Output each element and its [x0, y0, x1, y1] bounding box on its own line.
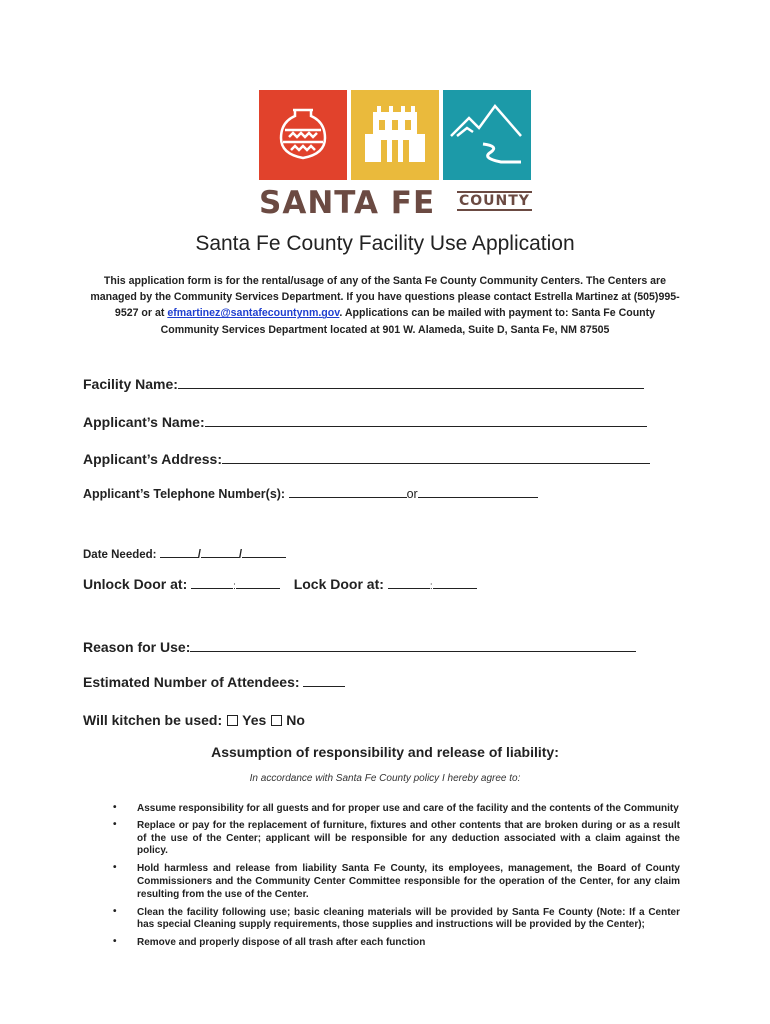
unlock-hour-input[interactable]	[191, 575, 233, 589]
attendees-label: Estimated Number of Attendees:	[83, 674, 300, 690]
applicant-name-input[interactable]	[205, 413, 647, 427]
list-item	[110, 803, 680, 816]
liability-subheading: In accordance with Santa Fe County policy I hereby agree to:	[249, 773, 521, 784]
time-separator: :	[429, 581, 433, 592]
facility-name-label: Facility Name:	[83, 376, 178, 392]
liability-list	[110, 803, 680, 950]
logo-wordmark-main: SANTA FE	[259, 185, 436, 221]
facility-name-input[interactable]	[178, 375, 644, 389]
bullet-icon: •	[113, 818, 117, 830]
reason-label: Reason for Use:	[83, 639, 191, 655]
logo-wordmark-sub: COUNTY	[459, 193, 530, 209]
mountain-river-icon	[443, 90, 531, 180]
date-month-input[interactable]	[160, 544, 198, 558]
list-item-text: Clean the facility following use; basic cleaning materials will be provided by Santa Fe County (Note: If a Center has special Cleaning supply requirements, those supplies and instructions will be provided by the Center);	[137, 906, 680, 931]
logo-wordmark	[259, 187, 531, 221]
telephone-label: Applicant’s Telephone Number(s):	[83, 487, 286, 501]
telephone-input-1[interactable]	[289, 484, 407, 498]
applicant-name-field	[83, 413, 647, 430]
facility-name-field	[83, 375, 644, 392]
list-item	[110, 820, 680, 858]
adobe-building-icon	[351, 90, 439, 180]
list-item-text: Remove and properly dispose of all trash after each function	[137, 937, 426, 949]
date-needed-field	[83, 544, 286, 561]
intro-text-before: This application form is for the rental/usage of any of the Santa Fe County Community Centers. The Centers are managed by the Community Services Department. If you have questions please contact Estrella Martinez at (505)995-9527 or at	[90, 275, 680, 320]
bullet-icon: •	[113, 905, 117, 917]
lock-hour-input[interactable]	[388, 575, 430, 589]
applicant-address-input[interactable]	[222, 450, 650, 464]
bullet-icon: •	[113, 936, 117, 948]
bullet-icon: •	[113, 802, 117, 813]
page-title: Santa Fe County Facility Use Application	[195, 232, 575, 255]
applicant-name-label: Applicant’s Name:	[83, 414, 205, 430]
lock-door-label: Lock Door at:	[293, 576, 384, 592]
list-item-text: Hold harmless and release from liability Santa Fe County, its employees, management, the Board of County Commissioners and the Community Center Committee responsible for the operation of the Center, for any claim resulting from the use of the Center.	[137, 863, 680, 900]
list-item-text: Replace or pay for the replacement of furniture, fixtures and other contents that are broken during or as a result of the use of the Center; applicant will be responsible for any deduction associated with a claim against the policy.	[137, 819, 680, 857]
intro-text-after: . Applications can be mailed with payment to: Santa Fe County Community Services Department located at 901 W. Alameda, Suite D, Santa Fe, NM 87505	[160, 307, 656, 336]
kitchen-yes-label: Yes	[242, 712, 267, 728]
list-item	[110, 907, 680, 933]
reason-field	[83, 638, 636, 655]
liability-heading: Assumption of responsibility and release of liability:	[211, 744, 559, 760]
date-day-input[interactable]	[201, 544, 239, 558]
date-separator: /	[238, 549, 243, 561]
kitchen-yes-checkbox[interactable]	[227, 715, 238, 726]
kitchen-no-checkbox[interactable]	[271, 715, 282, 726]
time-separator: :	[233, 581, 236, 592]
applicant-address-label: Applicant’s Address:	[83, 451, 222, 467]
list-item-text: Assume responsibility for all guests and for proper use and care of the facility and the contents of the Community	[137, 803, 679, 814]
telephone-field	[83, 484, 538, 501]
applicant-address-field	[83, 450, 650, 467]
list-item	[110, 937, 680, 950]
kitchen-no-label: No	[286, 712, 305, 728]
date-needed-label: Date Needed:	[83, 549, 157, 561]
bullet-icon: •	[113, 862, 117, 874]
attendees-field	[83, 673, 345, 690]
contact-email-link[interactable]: efmartinez@santafecountynm.gov	[167, 307, 340, 320]
door-times-field	[83, 575, 477, 592]
lock-minute-input[interactable]	[433, 575, 477, 589]
kitchen-field	[83, 712, 305, 728]
pottery-icon	[259, 90, 347, 180]
unlock-door-label: Unlock Door at:	[83, 576, 188, 592]
list-item	[110, 863, 680, 901]
intro-paragraph	[90, 273, 680, 338]
kitchen-label: Will kitchen be used:	[83, 712, 223, 728]
date-year-input[interactable]	[242, 544, 286, 558]
date-separator: /	[197, 549, 201, 561]
unlock-minute-input[interactable]	[236, 575, 280, 589]
santa-fe-county-logo	[259, 90, 531, 222]
attendees-input[interactable]	[303, 673, 345, 687]
telephone-or: or	[406, 487, 418, 501]
reason-input[interactable]	[190, 638, 636, 652]
telephone-input-2[interactable]	[418, 484, 538, 498]
